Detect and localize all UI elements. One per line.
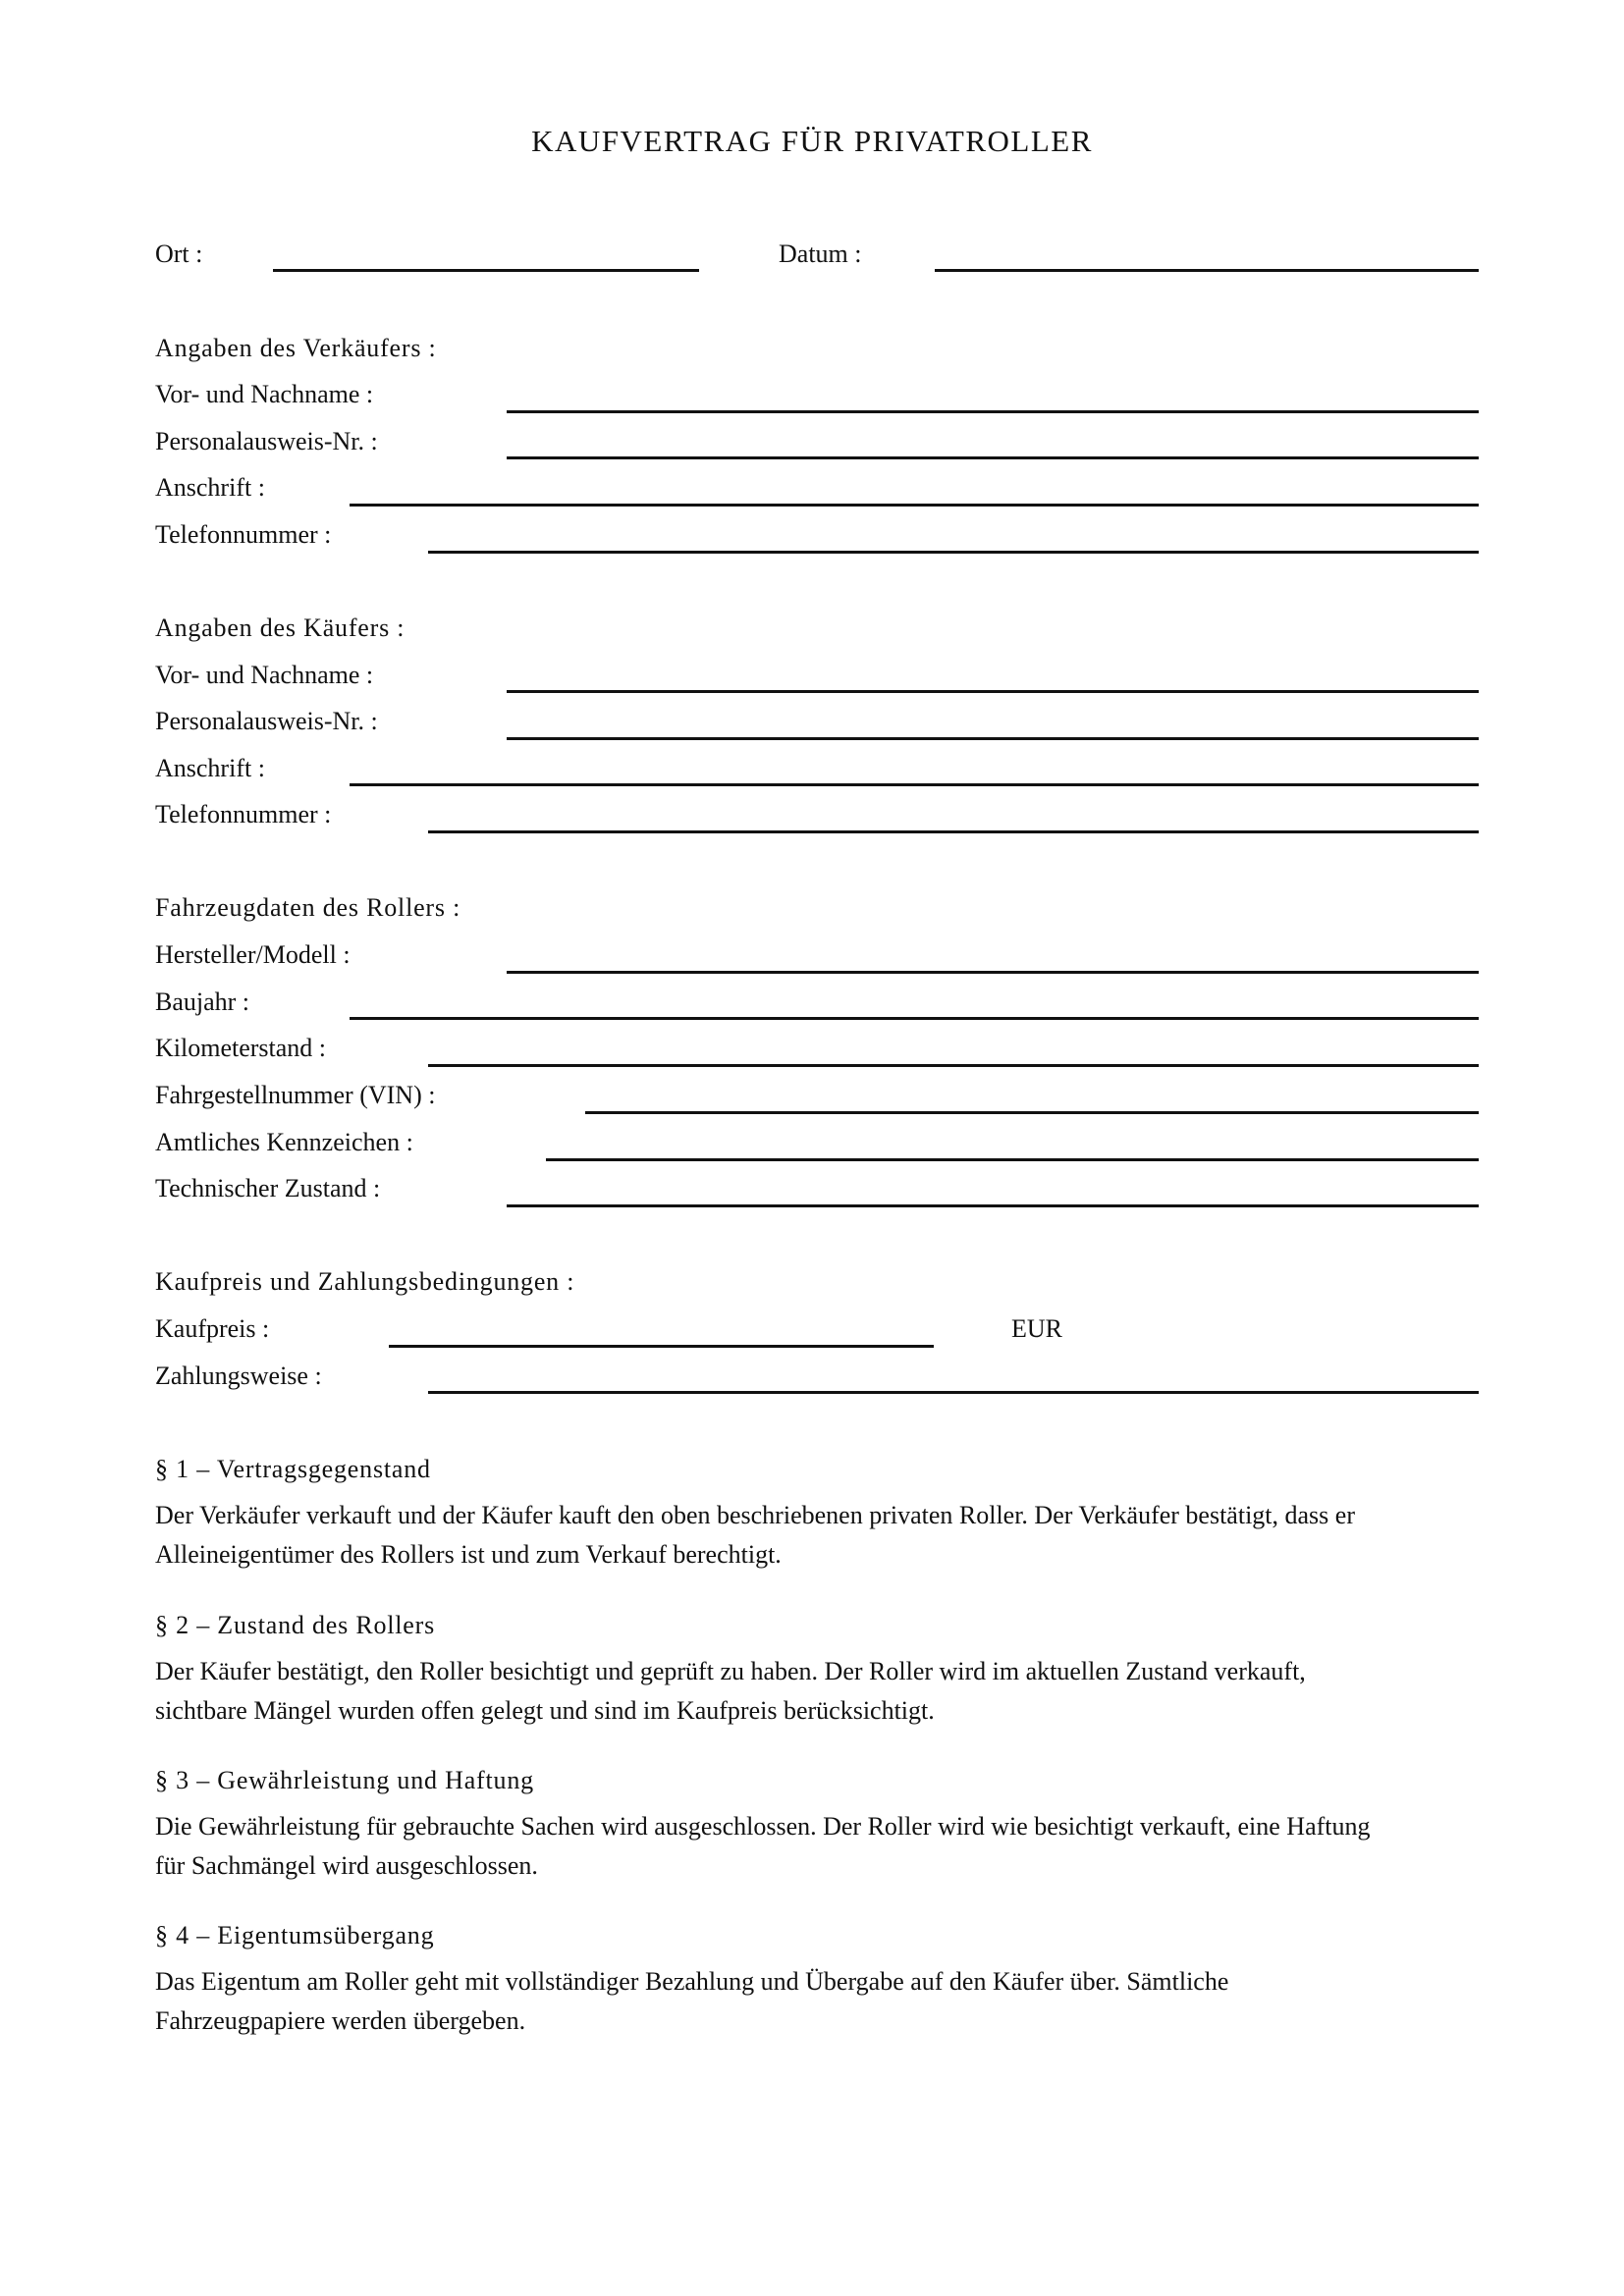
section-1-line-1: Der Verkäufer verkauft und der Käufer kauft den oben beschriebenen privaten Roller. Der Verkäufer bestätigt, dass er <box>155 1501 1355 1529</box>
buyer-name-label: Vor- und Nachname : <box>155 661 374 689</box>
section-1-heading: § 1 – Vertragsgegenstand <box>155 1455 431 1483</box>
section-3-text <box>155 1807 1481 1886</box>
section-3-line-2: für Sachmängel wird ausgeschlossen. <box>155 1851 538 1880</box>
payment-method-field-line[interactable] <box>428 1391 1479 1394</box>
vehicle-mileage-label: Kilometerstand : <box>155 1034 327 1062</box>
buyer-phone-field-line[interactable] <box>428 830 1479 833</box>
datum-label: Datum : <box>779 240 862 268</box>
seller-name-label: Vor- und Nachname : <box>155 380 374 408</box>
seller-phone-label: Telefonnummer : <box>155 520 332 549</box>
vehicle-model-label: Hersteller/Modell : <box>155 940 351 969</box>
buyer-phone-label: Telefonnummer : <box>155 800 332 828</box>
seller-address-field-line[interactable] <box>350 504 1479 507</box>
ort-label: Ort : <box>155 240 203 268</box>
vehicle-vin-field-line[interactable] <box>585 1111 1479 1114</box>
seller-id-field-line[interactable] <box>507 456 1479 459</box>
vehicle-year-field-line[interactable] <box>350 1017 1479 1020</box>
document-title: KAUFVERTRAG FÜR PRIVATROLLER <box>531 124 1093 158</box>
buyer-id-label: Personalausweis-Nr. : <box>155 707 378 735</box>
buyer-address-field-line[interactable] <box>350 783 1479 786</box>
section-1-text <box>155 1496 1481 1575</box>
ort-field-line[interactable] <box>273 269 699 272</box>
section-4-line-1: Das Eigentum am Roller geht mit vollständiger Bezahlung und Übergabe auf den Käufer über. Sämtliche <box>155 1967 1229 1996</box>
seller-name-field-line[interactable] <box>507 410 1479 413</box>
vehicle-year-label: Baujahr : <box>155 988 250 1016</box>
section-3-heading: § 3 – Gewährleistung und Haftung <box>155 1766 534 1794</box>
section-4-heading: § 4 – Eigentumsübergang <box>155 1921 435 1949</box>
price-label: Kaufpreis : <box>155 1314 270 1343</box>
vehicle-vin-label: Fahrgestellnummer (VIN) : <box>155 1081 436 1109</box>
section-2-line-1: Der Käufer bestätigt, den Roller besichtigt und geprüft zu haben. Der Roller wird im aktuellen Zustand verkauft, <box>155 1657 1306 1685</box>
vehicle-model-field-line[interactable] <box>507 971 1479 974</box>
vehicle-condition-label: Technischer Zustand : <box>155 1174 381 1202</box>
buyer-id-field-line[interactable] <box>507 737 1479 740</box>
buyer-address-label: Anschrift : <box>155 754 265 782</box>
section-3-line-1: Die Gewährleistung für gebrauchte Sachen wird ausgeschlossen. Der Roller wird wie besichtigt verkauft, eine Haftung <box>155 1812 1371 1841</box>
buyer-name-field-line[interactable] <box>507 690 1479 693</box>
payment-method-label: Zahlungsweise : <box>155 1362 322 1390</box>
seller-address-label: Anschrift : <box>155 473 265 502</box>
payment-heading: Kaufpreis und Zahlungsbedingungen : <box>155 1267 575 1296</box>
section-4-line-2: Fahrzeugpapiere werden übergeben. <box>155 2006 526 2035</box>
vehicle-mileage-field-line[interactable] <box>428 1064 1479 1067</box>
seller-id-label: Personalausweis-Nr. : <box>155 427 378 455</box>
datum-field-line[interactable] <box>935 269 1479 272</box>
seller-heading: Angaben des Verkäufers : <box>155 334 437 362</box>
section-2-line-2: sichtbare Mängel wurden offen gelegt und sind im Kaufpreis berücksichtigt. <box>155 1696 935 1725</box>
section-2-text <box>155 1652 1481 1731</box>
vehicle-condition-field-line[interactable] <box>507 1204 1479 1207</box>
currency-label: EUR <box>1011 1314 1062 1343</box>
price-field-line[interactable] <box>389 1345 934 1348</box>
buyer-heading: Angaben des Käufers : <box>155 614 406 642</box>
vehicle-heading: Fahrzeugdaten des Rollers : <box>155 893 461 922</box>
section-1-line-2: Alleineigentümer des Rollers ist und zum Verkauf berechtigt. <box>155 1540 782 1569</box>
section-2-heading: § 2 – Zustand des Rollers <box>155 1611 436 1639</box>
vehicle-plate-field-line[interactable] <box>546 1158 1479 1161</box>
vehicle-plate-label: Amtliches Kennzeichen : <box>155 1128 413 1156</box>
seller-phone-field-line[interactable] <box>428 551 1479 554</box>
section-4-text <box>155 1962 1481 2041</box>
